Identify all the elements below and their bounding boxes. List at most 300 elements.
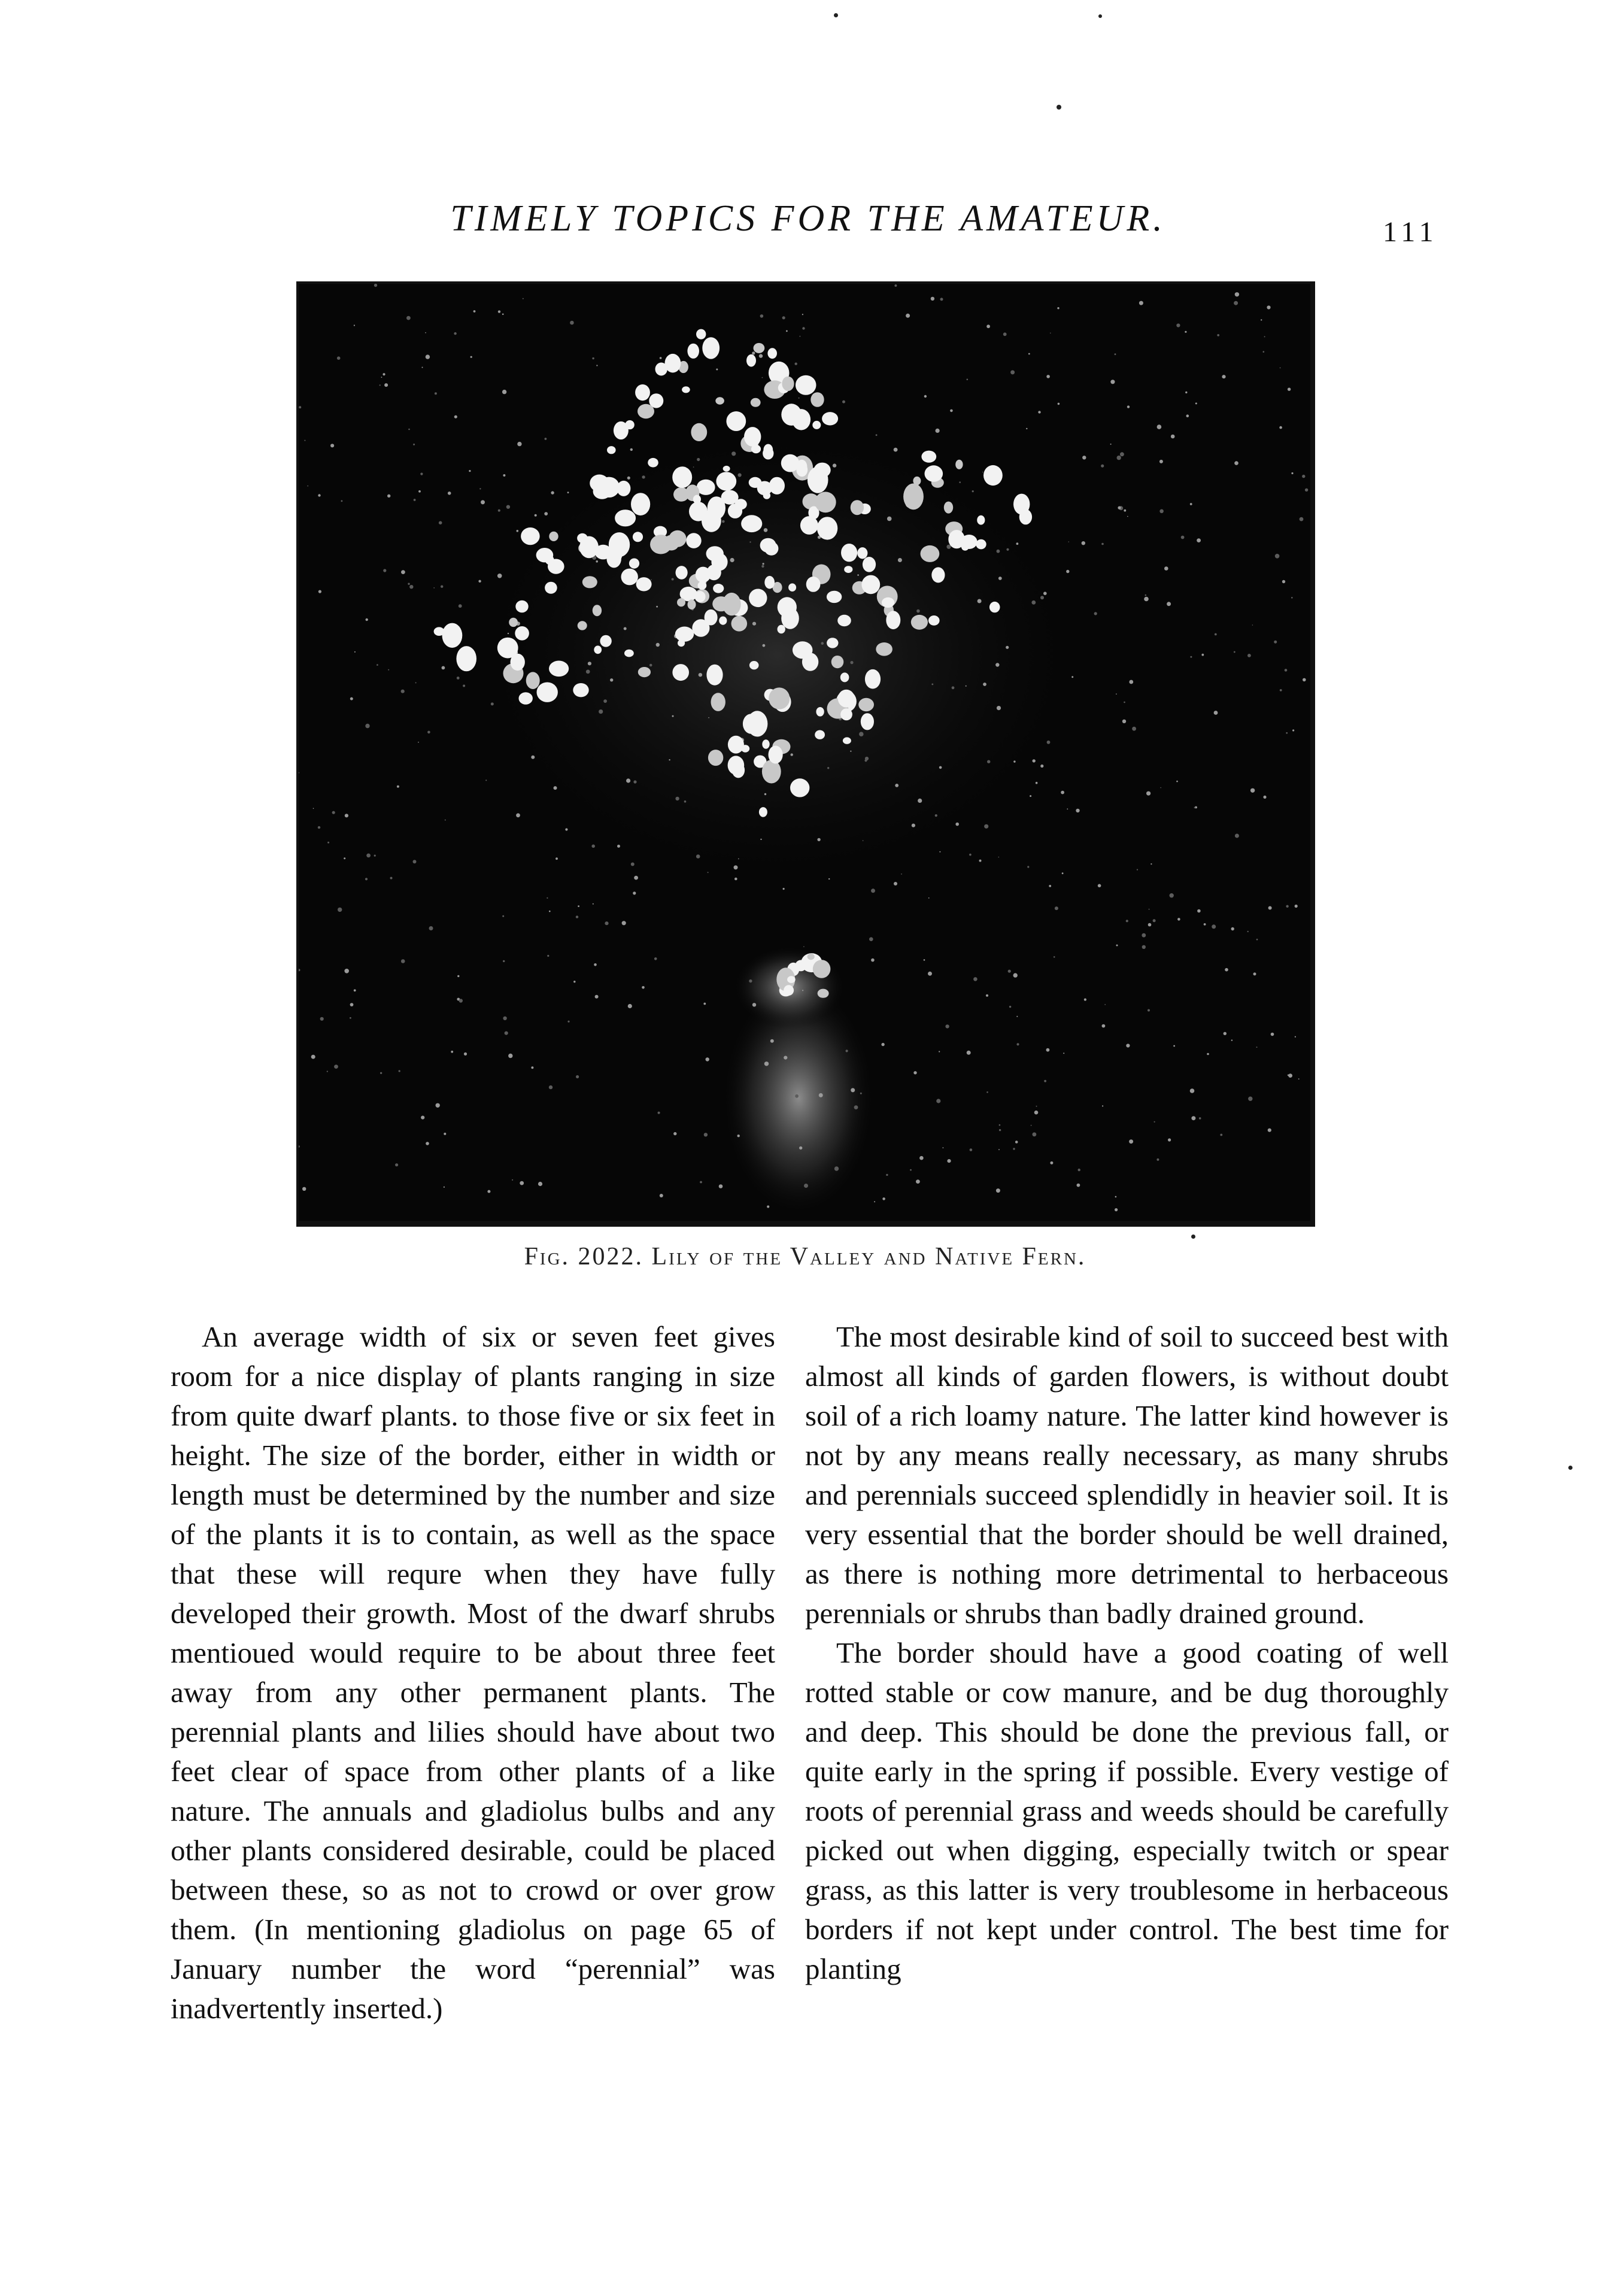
photo-speckle [1177, 918, 1180, 921]
lily-blossom [741, 515, 762, 532]
photo-speckle [986, 324, 990, 328]
photo-speckle [859, 732, 864, 736]
photo-speckle [1127, 516, 1128, 517]
scan-speck [1057, 105, 1061, 110]
photo-speckle [1191, 1116, 1195, 1120]
photo-speckle [1302, 475, 1305, 478]
page-number: 111 [1383, 216, 1438, 248]
photo-speckle [1168, 1138, 1171, 1141]
photo-speckle [928, 897, 930, 899]
lily-blossom [732, 762, 745, 778]
photo-speckle [485, 780, 487, 781]
lily-blossom [781, 454, 799, 472]
photo-speckle [502, 915, 504, 917]
photo-speckle [1159, 509, 1164, 514]
photo-speckle [1038, 411, 1040, 413]
photo-speckle [972, 490, 974, 492]
photo-speckle [881, 1043, 884, 1046]
lily-blossom [861, 575, 880, 595]
photo-speckle [1280, 689, 1282, 691]
lily-blossom [818, 989, 829, 998]
photo-speckle [693, 466, 694, 468]
photo-speckle [576, 1075, 579, 1078]
photo-speckle [1055, 906, 1058, 910]
photo-speckle [1286, 905, 1288, 908]
photo-speckle [939, 851, 940, 853]
photo-speckle [503, 960, 505, 962]
photo-speckle [913, 1071, 916, 1074]
photo-speckle [426, 354, 430, 359]
photo-speckle [318, 494, 320, 496]
photo-speckle [696, 854, 700, 859]
photo-speckle [764, 793, 766, 795]
photo-speckle [782, 316, 785, 319]
photo-speckle [1225, 968, 1228, 972]
lily-blossom [594, 645, 602, 654]
photo-speckle [1231, 1039, 1233, 1041]
photo-speckle [642, 986, 645, 989]
photo-speckle [656, 643, 660, 647]
photo-speckle [945, 1024, 949, 1028]
lily-blossom [795, 960, 806, 972]
photo-speckle [1263, 796, 1266, 799]
lily-blossom [578, 621, 587, 630]
lily-blossom [796, 375, 816, 395]
photo-speckle [656, 606, 658, 608]
lily-blossom [762, 739, 769, 749]
photo-speckle [1173, 1045, 1175, 1047]
photo-speckle [444, 1187, 445, 1188]
photo-speckle [950, 410, 953, 413]
photo-speckle [850, 751, 851, 752]
lily-blossom [831, 656, 844, 668]
photo-speckle [555, 857, 558, 860]
photo-speckle [1295, 1036, 1296, 1038]
photo-speckle [1176, 781, 1178, 782]
photo-speckle [871, 959, 875, 962]
photo-speckle [545, 438, 547, 440]
photo-speckle [1185, 392, 1187, 393]
lily-blossom [687, 344, 699, 359]
photo-speckle [634, 876, 638, 880]
photo-speckle [802, 327, 805, 329]
photo-speckle [1154, 1121, 1155, 1123]
photo-speckle [1049, 885, 1051, 887]
photo-speckle [699, 673, 702, 677]
lily-blossom [781, 404, 802, 426]
lily-blossom [548, 559, 564, 574]
photo-speckle [982, 472, 983, 473]
photo-speckle [898, 558, 902, 562]
paragraph: The most desirable kind of soil to succeed best with almost all kinds of garden flowers, is without doubt soil of a rich loamy nature. The latter kind however is not by any means really necessary, as many shrubs and perennials succeed splendidly in heavier soil. It is very essential that the border should be well drained, as there is nothing more detrimental to herbaceous perennials or shrubs than badly drained ground. [805, 1320, 1449, 1630]
lily-blossom [663, 535, 679, 551]
photo-speckle [1250, 788, 1255, 793]
photo-speckle [654, 957, 657, 960]
photo-speckle [578, 905, 579, 907]
photo-speckle [1127, 405, 1130, 408]
photo-speckle [631, 863, 635, 866]
photo-speckle [1153, 919, 1156, 922]
photo-speckle [350, 697, 353, 700]
photo-speckle [952, 686, 955, 689]
photo-speckle [1071, 676, 1073, 678]
photo-speckle [487, 1190, 490, 1193]
photo-speckle [381, 377, 383, 378]
photo-speckle [414, 499, 416, 501]
photo-speckle [821, 642, 824, 645]
photo-speckle [1148, 923, 1152, 927]
photo-speckle [444, 1133, 446, 1135]
lily-blossom [865, 669, 881, 689]
photo-speckle [401, 690, 405, 693]
photo-speckle [603, 699, 607, 703]
photo-speckle [918, 799, 922, 803]
photo-speckle [627, 477, 630, 480]
photo-speckle [1040, 596, 1044, 599]
lily-blossom [631, 493, 650, 515]
lily-blossom [810, 469, 825, 483]
photo-speckle [760, 314, 764, 318]
photo-speckle [1150, 863, 1152, 865]
lily-blossom [757, 481, 772, 496]
photo-speckle [365, 878, 368, 880]
photo-speckle [1077, 1184, 1080, 1187]
photo-speckle [334, 1064, 338, 1069]
photo-speckle [1190, 503, 1192, 505]
photo-speckle [846, 1050, 848, 1052]
lily-blossom [944, 502, 953, 514]
photo-speckle [565, 828, 567, 830]
photo-speckle [624, 627, 627, 630]
photo-speckle [887, 517, 892, 521]
photo-speckle [366, 618, 368, 621]
photo-speckle [672, 715, 674, 717]
photo-speckle [716, 369, 718, 371]
lily-blossom [593, 605, 602, 616]
photo-speckle [931, 297, 934, 301]
photo-speckle [660, 1194, 663, 1197]
photo-speckle [649, 664, 652, 667]
photo-speckle [1084, 999, 1086, 1001]
photo-speckle [1076, 809, 1079, 812]
lily-blossom [861, 713, 874, 730]
photo-speckle [886, 1174, 888, 1176]
photo-speckle [457, 975, 459, 977]
photo-speckle [1033, 759, 1036, 762]
photo-speckle [1146, 791, 1150, 796]
photo-speckle [1036, 1106, 1037, 1107]
lily-blossom [931, 567, 945, 583]
photo-speckle [406, 316, 411, 320]
photo-speckle [1157, 424, 1162, 429]
lily-blossom [790, 778, 809, 797]
lily-blossom [715, 397, 724, 404]
photo-speckle [1013, 973, 1018, 977]
photo-speckle [1068, 541, 1070, 542]
photo-speckle [1185, 331, 1186, 333]
photo-speckle [408, 583, 409, 585]
photo-speckle [1214, 711, 1218, 715]
lily-blossom [787, 976, 796, 983]
photo-speckle [1066, 570, 1069, 573]
lily-blossom [708, 750, 723, 766]
photo-speckle [946, 545, 951, 549]
photo-speckle [700, 1181, 702, 1184]
photo-speckle [413, 860, 417, 863]
photo-speckle [850, 661, 853, 664]
lily-blossom [617, 481, 630, 496]
photo-speckle [628, 1004, 632, 1008]
photo-speckle [1292, 729, 1294, 731]
photo-speckle [1305, 489, 1308, 492]
scan-speck [1191, 1235, 1195, 1239]
lily-blossom [579, 536, 599, 559]
photo-speckle [591, 845, 595, 848]
lily-blossom [858, 698, 874, 711]
lily-blossom [921, 545, 940, 562]
photo-speckle [943, 1147, 944, 1148]
lily-blossom [696, 329, 706, 339]
photo-speckle [708, 717, 709, 718]
photo-speckle [1050, 1161, 1053, 1164]
photo-speckle [503, 474, 505, 477]
photo-speckle [1190, 656, 1192, 658]
photo-speckle [622, 921, 626, 925]
photo-speckle [304, 440, 305, 441]
lily-blossom [706, 546, 724, 561]
photo-speckle [408, 429, 410, 430]
lily-blossom [788, 583, 796, 592]
lily-blossom [648, 458, 658, 468]
photo-speckle [1199, 1117, 1201, 1120]
photo-speckle [906, 314, 910, 318]
lily-blossom [851, 500, 864, 515]
photo-speckle [433, 587, 435, 589]
photo-speckle [931, 684, 933, 686]
lily-blossom [549, 661, 569, 677]
photo-speckle [1303, 678, 1306, 682]
lily-blossom [759, 807, 767, 817]
photo-speckle [998, 577, 1002, 580]
photo-speckle [377, 664, 378, 666]
photo-speckle [703, 1003, 706, 1005]
photo-speckle [337, 356, 341, 360]
lily-blossom [719, 617, 727, 625]
photo-speckle [1126, 920, 1128, 922]
photo-speckle [588, 662, 591, 665]
photo-speckle [986, 1091, 988, 1093]
photo-speckle [596, 365, 597, 366]
photo-speckle [327, 842, 329, 844]
lily-blossom [746, 354, 756, 367]
lily-blossom [1013, 494, 1030, 515]
photo-speckle [1124, 509, 1126, 512]
lily-blossom [624, 650, 634, 657]
photo-speckle [783, 888, 785, 890]
lily-blossom [676, 566, 688, 580]
lily-blossom [810, 392, 824, 407]
figure-caption: Fig. 2022. Lily of the Valley and Native Fern. [524, 1243, 1086, 1270]
lily-blossom [763, 447, 773, 459]
right-column [805, 1317, 1449, 1989]
photo-speckle [901, 873, 902, 875]
photo-speckle [633, 780, 636, 783]
scan-speck [834, 13, 838, 17]
lily-blossom [635, 384, 650, 401]
lily-blossom [515, 600, 528, 613]
photo-speckle [722, 520, 725, 523]
lily-blossom [762, 760, 781, 783]
photo-speckle [1116, 945, 1118, 947]
photo-speckle [1104, 1004, 1106, 1005]
lily-blossom [928, 615, 940, 626]
lily-blossom [822, 412, 838, 425]
photo-speckle [318, 826, 320, 829]
photo-speckle [1267, 305, 1270, 309]
photo-speckle [1261, 319, 1262, 320]
photo-speckle [380, 384, 381, 386]
photo-speckle [860, 1093, 862, 1094]
lily-blossom [806, 577, 821, 592]
photo-speckle [473, 310, 476, 313]
photo-speckle [1220, 1134, 1222, 1136]
photo-speckle [997, 550, 1000, 553]
lily-blossom [536, 548, 554, 562]
photo-speckle [1120, 452, 1124, 456]
photo-speckle [874, 1201, 875, 1202]
lily-blossom [744, 427, 761, 447]
lily-blossom [693, 495, 701, 504]
lily-blossom [764, 542, 778, 556]
photo-speckle [1212, 924, 1216, 929]
photo-speckle [318, 590, 321, 593]
photo-speckle [1181, 536, 1185, 539]
lily-blossom [782, 377, 794, 391]
photo-speckle [799, 398, 800, 399]
photo-speckle [987, 760, 990, 763]
photo-speckle [1160, 787, 1161, 788]
lily-blossom [808, 954, 815, 960]
lily-blossom [707, 565, 721, 580]
photo-speckle [1027, 866, 1029, 868]
photo-speckle [1116, 693, 1117, 694]
photo-speckle [731, 451, 736, 456]
photo-speckle [1003, 332, 1007, 336]
photo-speckle [422, 367, 423, 368]
photo-speckle [978, 599, 982, 603]
lily-blossom [817, 517, 837, 539]
photo-speckle [708, 872, 709, 873]
lily-blossom [678, 639, 685, 647]
lily-blossom [728, 736, 744, 754]
photo-speckle [763, 563, 764, 565]
photo-speckle [749, 541, 751, 542]
lily-blossom [827, 638, 838, 648]
lily-blossom [672, 664, 689, 681]
lily-blossom [698, 581, 707, 590]
figure-photograph [296, 281, 1315, 1227]
photo-speckle [481, 500, 485, 504]
running-title: TIMELY TOPICS FOR THE AMATEUR. [450, 198, 1166, 239]
photo-speckle [869, 937, 873, 941]
photo-speckle [1197, 538, 1201, 542]
photo-speckle [350, 1017, 351, 1019]
left-column [171, 1317, 775, 2028]
photo-speckle [799, 1147, 802, 1149]
photo-speckle [1110, 444, 1112, 445]
photo-speckle [1231, 927, 1234, 930]
photo-speckle [1142, 933, 1146, 938]
photo-speckle [1201, 654, 1204, 656]
photo-speckle [549, 1085, 553, 1089]
lily-blossom [754, 343, 765, 353]
photo-speckle [469, 470, 470, 472]
photo-speckle [366, 854, 371, 858]
lily-blossom [625, 420, 634, 429]
photo-speckle [752, 351, 755, 354]
lily-blossom [863, 557, 876, 572]
photo-speckle [940, 298, 943, 301]
photo-speckle [592, 357, 594, 359]
photo-speckle [854, 1105, 858, 1109]
photo-speckle [996, 1188, 1000, 1193]
photo-speckle [706, 1057, 709, 1061]
photo-speckle [299, 406, 301, 408]
lily-blossom [526, 672, 540, 689]
lily-blossom [721, 490, 739, 505]
photo-speckle [470, 356, 472, 358]
photo-speckle [819, 1093, 823, 1097]
lily-blossom [767, 348, 777, 359]
photo-speckle [1215, 633, 1217, 636]
photo-speckle [547, 955, 549, 957]
photo-speckle [445, 820, 446, 821]
lily-blossom [840, 708, 852, 720]
photo-speckle [1031, 1125, 1032, 1126]
photo-speckle [508, 1054, 512, 1058]
photo-speckle [596, 560, 598, 563]
lily-blossom [816, 707, 824, 717]
photo-speckle [1063, 1053, 1064, 1054]
photo-speckle [503, 1017, 506, 1020]
photo-speckle [344, 969, 349, 973]
photo-speckle [752, 622, 756, 626]
lily-blossom [906, 499, 914, 508]
photo-speckle [669, 759, 670, 760]
photo-speckle [983, 683, 986, 686]
photo-speckle [1291, 472, 1293, 474]
photo-speckle [1036, 782, 1038, 784]
lily-blossom [456, 646, 476, 671]
photo-speckle [554, 786, 557, 790]
photo-speckle [1275, 554, 1280, 559]
lily-blossom [549, 532, 558, 541]
photo-speckle [1009, 1006, 1011, 1008]
photo-speckle [454, 415, 457, 418]
photo-speckle [1271, 1033, 1274, 1036]
photo-speckle [851, 1088, 855, 1092]
photo-speckle [959, 481, 961, 483]
photo-speckle [916, 609, 920, 613]
photo-speckle [1050, 333, 1051, 334]
lily-blossom [976, 539, 986, 550]
photo-speckle [1176, 323, 1180, 327]
photo-speckle [383, 569, 386, 572]
photo-speckle [651, 580, 652, 581]
photo-speckle [1145, 595, 1147, 596]
photo-speckle [761, 565, 764, 568]
photo-speckle [704, 1133, 708, 1136]
